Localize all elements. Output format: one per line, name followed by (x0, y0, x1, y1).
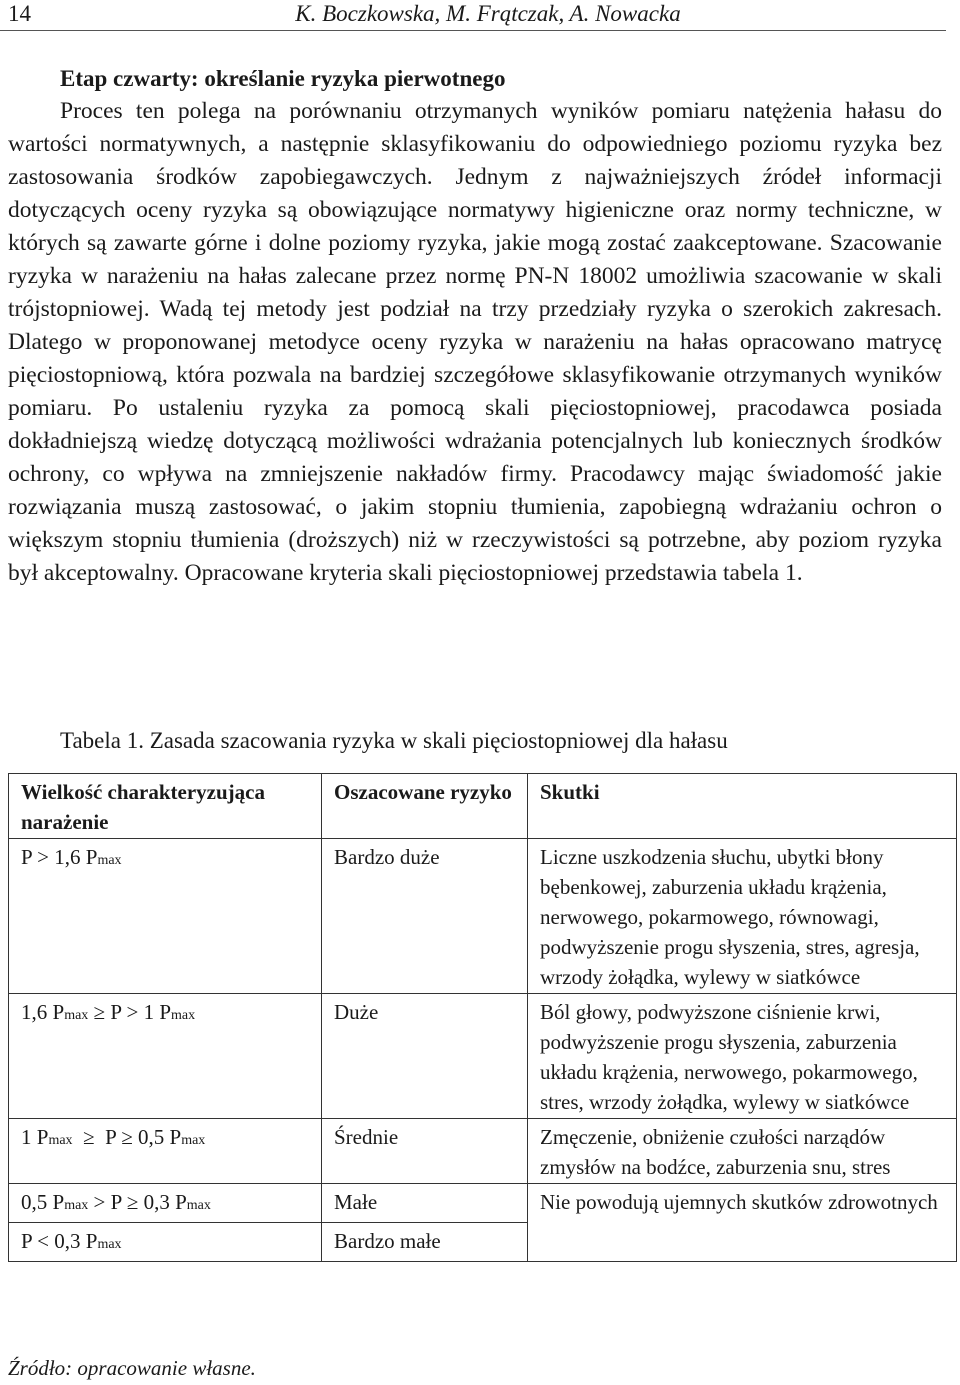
exposure-cell (9, 994, 322, 1119)
table-source-note: Źródło: opracowanie własne. (8, 1356, 256, 1380)
exposure-subscript: max (97, 1237, 122, 1252)
risk-cell: Duże (322, 994, 528, 1119)
exposure-subscript: max (64, 1008, 89, 1023)
exposure-text: > P ≥ 0,3 P (88, 1190, 187, 1214)
exposure-text: 0,5 P (21, 1190, 65, 1214)
exposure-subscript: max (97, 853, 122, 868)
risk-cell: Bardzo duże (322, 839, 528, 994)
exposure-subscript: max (181, 1133, 206, 1148)
exposure-cell (9, 1223, 322, 1262)
exposure-text: P < 0,3 P (21, 1229, 98, 1253)
section-title: Etap czwarty: określanie ryzyka pierwotnego (60, 66, 506, 91)
exposure-text: P > 1,6 P (21, 845, 98, 869)
exposure-text: ≥ P > 1 P (88, 1000, 171, 1024)
risk-table (8, 773, 957, 1262)
page-header (0, 0, 946, 31)
risk-cell: Bardzo małe (322, 1223, 528, 1262)
table-row (9, 1119, 957, 1184)
body-paragraph: Proces ten polega na porównaniu otrzymanych wyników pomiaru natężenia hałasu do wartości normatywnych, a następnie sklasyfikowaniu do odpowiedniego poziomu ryzyka bez zastosowania środków zapobiegawczych. Jednym z najważniejszych źródeł informacji dotyczących oceny ryzyka są obowiązujące normatywy higieniczne oraz normy techniczne, w których są zawarte górne i dolne poziomy ryzyka, jakie mogą zostać zaakceptowane. Szacowanie ryzyka w narażeniu na hałas zalecane przez normę PN-N 18002 umożliwia szacowanie w skali trójstopniowej. Wadą tej metody jest podział na trzy przedziały ryzyka o szerokich zakresach. Dlatego w proponowanej metodyce oceny ryzyka w narażeniu na hałas opracowano matrycę pięciostopniową, która pozwala na bardziej szczegółowe sklasyfikowanie otrzymanych wyników pomiaru. Po ustaleniu ryzyka za pomocą skali pięciostopniowej, pracodawca posiada dokładniejszą wiedzę dotyczącą możliwości wdrażania potencjalnych lub koniecznych środków ochrony, co wpływa na zmniejszenie nakładów firmy. Pracodawcy mając świadomość jakie rozwiązania muszą zastosować, o jakim stopniu tłumienia, zapobiegną wdrażaniu ochron o większym stopniu tłumienia (droższych) niż w rzeczywistości są potrzebne, aby poziom ryzyka był akceptowalny. Opracowane kryteria skali pięciostopniowej przedstawia tabela 1. (8, 98, 942, 586)
running-head-authors: K. Boczkowska, M. Frątczak, A. Nowacka (295, 1, 681, 26)
exposure-subscript: max (171, 1008, 196, 1023)
exposure-text: ≥ P ≥ 0,5 P (72, 1125, 182, 1149)
exposure-cell (9, 1184, 322, 1223)
exposure-subscript: max (186, 1198, 211, 1213)
page-number: 14 (8, 1, 31, 26)
table-header-row (9, 774, 957, 839)
exposure-subscript: max (64, 1198, 89, 1213)
risk-cell: Małe (322, 1184, 528, 1223)
exposure-cell (9, 1119, 322, 1184)
header-effects: Skutki (528, 774, 957, 839)
exposure-cell (9, 839, 322, 994)
risk-cell: Średnie (322, 1119, 528, 1184)
exposure-text: 1 P (21, 1125, 49, 1149)
header-exposure: Wielkość charakteryzująca narażenie (9, 774, 322, 839)
effects-cell: Nie powodują ujemnych skutków zdrowotnych (528, 1184, 957, 1262)
exposure-text: 1,6 P (21, 1000, 65, 1024)
effects-cell: Zmęczenie, obniżenie czułości narządów zmysłów na bodźce, zaburzenia snu, stres (528, 1119, 957, 1184)
table-row (9, 994, 957, 1119)
table-row (9, 839, 957, 994)
exposure-subscript: max (48, 1133, 73, 1148)
effects-cell: Ból głowy, podwyższone ciśnienie krwi, podwyższenie progu słyszenia, zaburzenia układu krążenia, nerwowego, pokarmowego, stres, wrzody żołądka, wylewy w siatkówce (528, 994, 957, 1119)
effects-cell: Liczne uszkodzenia słuchu, ubytki błony bębenkowej, zaburzenia układu krążenia, nerwowego, pokarmowego, równowagi, podwyższenie progu słyszenia, stres, agresja, wrzody żołądka, wylewy w siatkówce (528, 839, 957, 994)
header-risk: Oszacowane ryzyko (322, 774, 528, 839)
table-caption: Tabela 1. Zasada szacowania ryzyka w skali pięciostopniowej dla hałasu (60, 728, 728, 753)
table-row (9, 1184, 957, 1223)
